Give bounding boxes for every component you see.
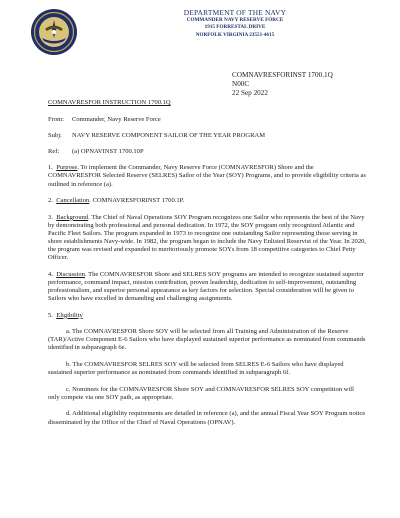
subject-value: NAVY RESERVE COMPONENT SAILOR OF THE YEAR PROGRAM [72, 132, 266, 140]
office-code: N00C [232, 80, 250, 88]
subparagraph-c: c. Nominees for the COMNAVRESFOR Shore SOY and COMNAVRESFOR SELRES SOY competition will only compete via one SOY path, as appropriate. [48, 385, 354, 401]
subparagraph-d: d. Additional eligibility requirements are detailed in reference (a), and the annual Fiscal Year SOY Program notice disseminated by the Office of the Chief of Naval Operations (OPNAV). [48, 410, 366, 426]
subject-line [48, 132, 366, 140]
paragraph-text: . The Chief of Naval Operations SOY Program recognizes one Sailor who represents the best of the Navy by demonstrating both professional and personal dedication. In 1972, the SOY program only recognized Atlantic and Pacific Fleet Sailors. The program expanded in 1973 to recognize one outstanding Sailor representing those serving in shore establishments Navy-wide. In 1982, the program began to include the Navy Enlisted Reservist of the Year. In 2020, the program was revised and expanded to meritoriously promote SOYs from 18 competitive categories to Chief Petty Officer. [48, 213, 367, 262]
letterhead [120, 9, 350, 39]
paragraph-number: 2. [48, 197, 53, 205]
letterhead-command: COMMANDER NAVY RESERVE FORCE [186, 16, 284, 23]
letterhead-street: 1915 FORRESTAL DRIVE [204, 24, 266, 30]
subparagraph-a: a. The COMNAVRESFOR Shore SOY will be selected from all Training and Administration of the Reserve (TAR)/Active Component E-6 Sailors who have displayed sustained superior performance as nominated from commands identified in subparagraph 6e. [48, 328, 366, 352]
paragraph-heading: Cancellation [56, 197, 90, 205]
paragraph-purpose [48, 164, 366, 188]
instruction-number: COMNAVRESFORINST 1700.1Q [232, 71, 333, 79]
paragraph-number: 4. [48, 270, 53, 278]
paragraph-heading: Discussion [56, 270, 85, 278]
paragraph-eligibility [48, 312, 366, 320]
reference-value: (a) OPNAVINST 1700.10P [72, 148, 144, 156]
paragraph-background [48, 214, 366, 263]
paragraph-text: . The COMNAVRESFOR Shore and SELRES SOY programs are intended to recognize sustained superior performance, command impact, mission contribution, proven leadership, dedication to self-improvement, outstanding professionalism, and superior personal appearance as key factors for selection. Special consideration will be given to Sailors who have excelled in demanding and challenging assignments. [48, 270, 364, 303]
subject-label: Subj: [48, 132, 62, 140]
issue-date: 22 Sep 2022 [232, 89, 268, 97]
document-body [48, 99, 366, 435]
paragraph-text: . COMNAVRESFORINST 1700.1P. [89, 197, 185, 205]
paragraph-discussion [48, 271, 366, 303]
paragraph-number: 5. [48, 311, 53, 319]
navy-seal-icon [30, 8, 78, 56]
reference-label: Ref: [48, 148, 60, 156]
from-value: Commander, Navy Reserve Force [72, 116, 161, 124]
from-label: From: [48, 116, 65, 124]
paragraph-cancellation [48, 197, 366, 205]
from-line [48, 116, 366, 124]
paragraph-text: . To implement the Commander, Navy Reserve Force (COMNAVRESFOR) Shore and the COMNAVRESFOR Selected Reserve (SELRES) Sailor of the Year (SOY) Programs, and to provide eligibility criteria as outlined in reference (a). [48, 164, 366, 188]
subparagraph-b: b. The COMNAVRESFOR SELRES SOY will be selected from SELRES E-6 Sailors who have displayed sustained superior performance as nominated from commands identified in subparagraph 6f. [48, 361, 344, 377]
paragraph-heading: Background [56, 213, 89, 221]
letterhead-city: NORFOLK VIRGINIA 23551-4615 [195, 31, 275, 38]
reference-line [48, 148, 366, 156]
paragraph-heading: Purpose [56, 164, 78, 172]
instruction-title: COMNAVRESFOR INSTRUCTION 1700.1Q [48, 99, 171, 106]
identification-block [232, 71, 333, 98]
letterhead-department: DEPARTMENT OF THE NAVY [183, 8, 287, 17]
paragraph-heading: Eligibility [56, 311, 83, 319]
paragraph-number: 3. [48, 213, 53, 221]
paragraph-number: 1. [48, 164, 53, 172]
